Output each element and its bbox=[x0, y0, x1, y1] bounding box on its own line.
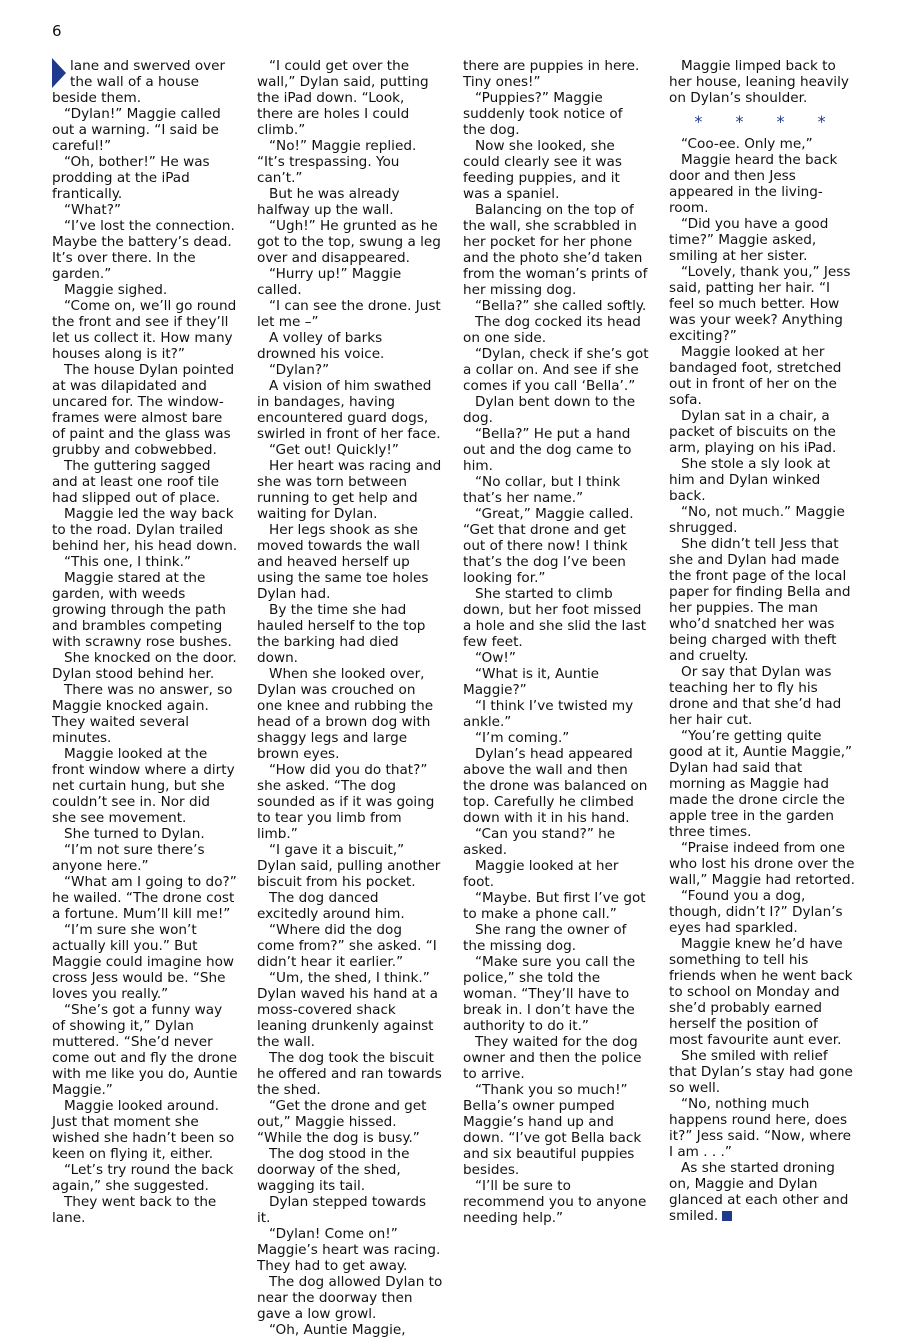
paragraph-text: “Coo-ee. Only me,” bbox=[681, 136, 813, 152]
paragraph bbox=[257, 218, 443, 266]
paragraph bbox=[463, 202, 649, 298]
paragraph bbox=[463, 58, 649, 90]
paragraph-text: “Puppies?” Maggie suddenly took notice of the dog. bbox=[463, 90, 623, 138]
paragraph bbox=[52, 922, 238, 1002]
paragraph-text: She rang the owner of the missing dog. bbox=[463, 922, 627, 954]
paragraph-text: “Dylan! Come on!” Maggie’s heart was racing. They had to get away. bbox=[257, 1226, 441, 1274]
paragraph-text: Maggie sighed. bbox=[64, 282, 168, 298]
paragraph-text: “Ugh!” He grunted as he got to the top, swung a leg over and disappeared. bbox=[257, 218, 441, 266]
paragraph bbox=[257, 1194, 443, 1226]
paragraph-text: “Can you stand?” he asked. bbox=[463, 826, 616, 858]
paragraph-text: By the time she had hauled herself to the top the barking had died down. bbox=[257, 602, 426, 666]
paragraph bbox=[463, 90, 649, 138]
paragraph bbox=[52, 746, 238, 826]
paragraph bbox=[463, 314, 649, 346]
paragraph-text: Maggie looked at her foot. bbox=[463, 858, 619, 890]
paragraph bbox=[257, 762, 443, 842]
paragraph-text: Or say that Dylan was teaching her to fly his drone and that she’d had her hair cut. bbox=[669, 664, 842, 728]
paragraph bbox=[669, 216, 855, 264]
paragraph-text: “Hurry up!” Maggie called. bbox=[257, 266, 402, 298]
paragraph-text: But he was already halfway up the wall. bbox=[257, 186, 400, 218]
paragraph bbox=[669, 264, 855, 344]
paragraph bbox=[669, 1096, 855, 1160]
paragraph-text: “I think I’ve twisted my ankle.” bbox=[463, 698, 634, 730]
paragraph-text: There was no answer, so Maggie knocked again. They waited several minutes. bbox=[52, 682, 233, 746]
paragraph-text: Her heart was racing and she was torn between running to get help and waiting for Dylan. bbox=[257, 458, 442, 522]
paragraph bbox=[463, 586, 649, 650]
paragraph bbox=[257, 266, 443, 298]
paragraph-text: “What?” bbox=[64, 202, 122, 218]
paragraph-text: The dog danced excitedly around him. bbox=[257, 890, 405, 922]
paragraph bbox=[52, 570, 238, 650]
paragraph-text: She started to climb down, but her foot missed a hole and she slid the last few feet. bbox=[463, 586, 647, 650]
paragraph-text: “What am I going to do?” he wailed. “The drone cost a fortune. Mum’ll kill me!” bbox=[52, 874, 237, 922]
paragraph bbox=[52, 362, 238, 458]
paragraph bbox=[257, 378, 443, 442]
paragraph bbox=[52, 58, 238, 106]
paragraph bbox=[257, 58, 443, 138]
paragraph bbox=[257, 666, 443, 762]
paragraph-text: As she started droning on, Maggie and Dylan glanced at each other and smiled. bbox=[669, 1160, 849, 1224]
paragraph bbox=[463, 858, 649, 890]
paragraph-text: “Lovely, thank you,” Jess said, patting her hair. “I feel so much better. How was your week? Anything exciting?” bbox=[669, 264, 851, 344]
paragraph-text: Maggie looked at her bandaged foot, stretched out in front of her on the sofa. bbox=[669, 344, 842, 408]
paragraph-text: “Bella?” He put a hand out and the dog came to him. bbox=[463, 426, 632, 474]
paragraph bbox=[463, 426, 649, 474]
paragraph-text: Maggie knew he’d have something to tell his friends when he went back to school on Monday and she’d probably earned herself the position of most favourite aunt ever. bbox=[669, 936, 853, 1048]
paragraph-text: The dog cocked its head on one side. bbox=[463, 314, 641, 346]
paragraph bbox=[257, 1146, 443, 1194]
paragraph-text: “She’s got a funny way of showing it,” Dylan muttered. “She’d never come out and fly the drone with me like you do, Auntie Maggie.” bbox=[52, 1002, 238, 1098]
paragraph bbox=[257, 522, 443, 602]
paragraph bbox=[463, 826, 649, 858]
paragraph-text: Maggie led the way back to the road. Dylan trailed behind her, his head down. bbox=[52, 506, 238, 554]
paragraph bbox=[463, 474, 649, 506]
paragraph-text: Maggie heard the back door and then Jess appeared in the living-room. bbox=[669, 152, 838, 216]
paragraph-text: there are puppies in here. Tiny ones!” bbox=[463, 58, 640, 90]
paragraph bbox=[52, 650, 238, 682]
paragraph-text: “I’m coming.” bbox=[475, 730, 570, 746]
paragraph bbox=[52, 1098, 238, 1162]
paragraph-text: “I’ll be sure to recommend you to anyone needing help.” bbox=[463, 1178, 647, 1226]
paragraph-text: “Did you have a good time?” Maggie asked, smiling at her sister. bbox=[669, 216, 829, 264]
paragraph bbox=[669, 408, 855, 456]
paragraph-text: “I gave it a biscuit,” Dylan said, pulling another biscuit from his pocket. bbox=[257, 842, 441, 890]
paragraph bbox=[52, 1194, 238, 1226]
paragraph-text: Now she looked, she could clearly see it was feeding puppies, and it was a spaniel. bbox=[463, 138, 622, 202]
paragraph-text: Dylan’s head appeared above the wall and then the drone was balanced on top. Carefully he climbed down with it in his hand. bbox=[463, 746, 648, 826]
paragraph bbox=[463, 1034, 649, 1082]
paragraph-text: “No, not much.” Maggie shrugged. bbox=[669, 504, 845, 536]
paragraph-text: “Let’s try round the back again,” she suggested. bbox=[52, 1162, 234, 1194]
paragraph bbox=[463, 346, 649, 394]
paragraph-text: “Get the drone and get out,” Maggie hissed. “While the dog is busy.” bbox=[257, 1098, 427, 1146]
paragraph bbox=[52, 506, 238, 554]
paragraph-text: “No collar, but I think that’s her name.” bbox=[463, 474, 621, 506]
paragraph-text: The house Dylan pointed at was dilapidated and uncared for. The window-frames were almost bare of paint and the glass was grubby and cobwebbed. bbox=[52, 362, 235, 458]
paragraph-text: “I can see the drone. Just let me –” bbox=[257, 298, 441, 330]
paragraph bbox=[52, 874, 238, 922]
paragraph-text: “Um, the shed, I think.” Dylan waved his hand at a moss-covered shack leaning drunkenly against the wall. bbox=[257, 970, 438, 1050]
paragraph bbox=[257, 186, 443, 218]
paragraph bbox=[463, 394, 649, 426]
paragraph bbox=[52, 682, 238, 746]
paragraph bbox=[257, 138, 443, 186]
paragraph-text: The guttering sagged and at least one roof tile had slipped out of place. bbox=[52, 458, 221, 506]
paragraph bbox=[52, 458, 238, 506]
paragraph bbox=[52, 826, 238, 842]
paragraph bbox=[463, 666, 649, 698]
paragraph bbox=[257, 842, 443, 890]
paragraph bbox=[257, 1098, 443, 1146]
paragraph-text: Dylan bent down to the dog. bbox=[463, 394, 636, 426]
text-column-1 bbox=[52, 58, 238, 1226]
paragraph bbox=[463, 138, 649, 202]
paragraph-text: “How did you do that?” she asked. “The dog sounded as if it was going to tear you limb from limb.” bbox=[257, 762, 435, 842]
paragraph-text: “Great,” Maggie called. “Get that drone and get out of there now! I think that’s the dog I’ve been looking for.” bbox=[463, 506, 634, 586]
paragraph bbox=[669, 344, 855, 408]
paragraph bbox=[463, 298, 649, 314]
paragraph-text: “Get out! Quickly!” bbox=[269, 442, 399, 458]
section-break-stars: * * * * bbox=[694, 112, 840, 131]
paragraph-text: “Dylan, check if she’s got a collar on. And see if she comes if you call ‘Bella’.” bbox=[463, 346, 649, 394]
paragraph bbox=[463, 954, 649, 1034]
paragraph-text: The dog allowed Dylan to near the doorway then gave a low growl. bbox=[257, 1274, 443, 1322]
paragraph-text: “Found you a dog, though, didn’t I?” Dylan’s eyes had sparkled. bbox=[669, 888, 843, 936]
paragraph bbox=[669, 152, 855, 216]
paragraph bbox=[52, 154, 238, 202]
paragraph-text: Maggie stared at the garden, with weeds growing through the path and brambles competing with scrawny rose bushes. bbox=[52, 570, 232, 650]
end-of-story-square-icon bbox=[722, 1211, 732, 1221]
column-4-after-break bbox=[669, 136, 855, 1224]
page-number: 6 bbox=[52, 22, 62, 40]
paragraph-text: “Thank you so much!” Bella’s owner pumped Maggie’s hand up and down. “I’ve got Bella back and six beautiful puppies besides. bbox=[463, 1082, 642, 1178]
column-4-before-break bbox=[669, 58, 855, 106]
paragraph-text: “Ow!” bbox=[475, 650, 516, 666]
paragraph-text: “I’m sure she won’t actually kill you.” But Maggie could imagine how cross Jess would be. “She loves you really.” bbox=[52, 922, 235, 1002]
text-column-2 bbox=[257, 58, 443, 1338]
paragraph-text: Dylan sat in a chair, a packet of biscuits on the arm, playing on his iPad. bbox=[669, 408, 837, 456]
paragraph-text: The dog stood in the doorway of the shed, wagging its tail. bbox=[257, 1146, 410, 1194]
paragraph-text: She turned to Dylan. bbox=[64, 826, 205, 842]
paragraph-text: She didn’t tell Jess that she and Dylan had made the front page of the local paper for finding Bella and her puppies. The man who’d snatched her was being charged with theft and cruelty. bbox=[669, 536, 851, 664]
paragraph-text: Maggie looked at the front window where a dirty net curtain hung, but she couldn’t see in. Nor did she see movement. bbox=[52, 746, 235, 826]
paragraph-text: They waited for the dog owner and then the police to arrive. bbox=[463, 1034, 642, 1082]
paragraph bbox=[669, 1048, 855, 1096]
paragraph-text: Her legs shook as she moved towards the wall and heaved herself up using the same toe holes Dylan had. bbox=[257, 522, 429, 602]
paragraph bbox=[52, 842, 238, 874]
paragraph bbox=[52, 298, 238, 362]
paragraph-text: “Make sure you call the police,” she told the woman. “They’ll have to break in. I don’t have the authority to do it.” bbox=[463, 954, 636, 1034]
paragraph-text: She smiled with relief that Dylan’s stay had gone so well. bbox=[669, 1048, 853, 1096]
paragraph bbox=[669, 888, 855, 936]
paragraph bbox=[257, 602, 443, 666]
paragraph-text: “No!” Maggie replied. “It’s trespassing. You can’t.” bbox=[257, 138, 417, 186]
paragraph bbox=[463, 506, 649, 586]
paragraph-text: “Bella?” she called softly. bbox=[475, 298, 647, 314]
text-column-3 bbox=[463, 58, 649, 1226]
paragraph-text: “Dylan!” Maggie called out a warning. “I said be careful!” bbox=[52, 106, 221, 154]
paragraph bbox=[669, 536, 855, 664]
paragraph-text: “What is it, Auntie Maggie?” bbox=[463, 666, 600, 698]
paragraph bbox=[463, 922, 649, 954]
paragraph-text: Maggie limped back to her house, leaning heavily on Dylan’s shoulder. bbox=[669, 58, 849, 106]
paragraph bbox=[463, 730, 649, 746]
paragraph-text: “Maybe. But first I’ve got to make a phone call.” bbox=[463, 890, 646, 922]
text-column-4 bbox=[669, 58, 855, 1224]
paragraph bbox=[257, 362, 443, 378]
paragraph bbox=[52, 282, 238, 298]
paragraph bbox=[463, 890, 649, 922]
paragraph bbox=[52, 202, 238, 218]
paragraph bbox=[669, 664, 855, 728]
paragraph-text: “Dylan?” bbox=[269, 362, 330, 378]
paragraph bbox=[669, 504, 855, 536]
paragraph-text: When she looked over, Dylan was crouched on one knee and rubbing the head of a brown dog with shaggy legs and large brown eyes. bbox=[257, 666, 434, 762]
paragraph bbox=[463, 650, 649, 666]
paragraph-text: “This one, I think.” bbox=[64, 554, 191, 570]
paragraph bbox=[257, 1322, 443, 1338]
paragraph bbox=[669, 936, 855, 1048]
paragraph bbox=[463, 1178, 649, 1226]
paragraph-text: Dylan stepped towards it. bbox=[257, 1194, 427, 1226]
paragraph bbox=[257, 442, 443, 458]
paragraph bbox=[463, 698, 649, 730]
paragraph bbox=[257, 1274, 443, 1322]
paragraph bbox=[257, 970, 443, 1050]
paragraph bbox=[257, 1050, 443, 1098]
paragraph bbox=[257, 298, 443, 330]
paragraph-text: They went back to the lane. bbox=[52, 1194, 217, 1226]
paragraph bbox=[669, 136, 855, 152]
paragraph bbox=[669, 728, 855, 840]
paragraph-text: A vision of him swathed in bandages, having encountered guard dogs, swirled in front of her face. bbox=[257, 378, 441, 442]
paragraph-text: A volley of barks drowned his voice. bbox=[257, 330, 385, 362]
paragraph bbox=[463, 1082, 649, 1178]
paragraph-text: “Oh, Auntie Maggie, bbox=[269, 1322, 406, 1338]
paragraph bbox=[52, 106, 238, 154]
paragraph-text: “Where did the dog come from?” she asked. “I didn’t hear it earlier.” bbox=[257, 922, 437, 970]
paragraph bbox=[669, 1160, 855, 1224]
paragraph bbox=[257, 1226, 443, 1274]
section-start-arrow-icon bbox=[52, 58, 66, 88]
paragraph bbox=[52, 218, 238, 282]
paragraph-text: She stole a sly look at him and Dylan winked back. bbox=[669, 456, 831, 504]
paragraph bbox=[669, 456, 855, 504]
paragraph bbox=[669, 840, 855, 888]
paragraph-text: She knocked on the door. Dylan stood behind her. bbox=[52, 650, 237, 682]
paragraph-text: “I’m not sure there’s anyone here.” bbox=[52, 842, 205, 874]
paragraph-text: “Come on, we’ll go round the front and see if they’ll let us collect it. How many houses along is it?” bbox=[52, 298, 237, 362]
paragraph-text: Maggie looked around. Just that moment she wished she hadn’t been so keen on flying it, either. bbox=[52, 1098, 235, 1162]
paragraph bbox=[52, 1002, 238, 1098]
paragraph bbox=[669, 58, 855, 106]
paragraph-text: Balancing on the top of the wall, she scrabbled in her pocket for her phone and the photo she’d taken from the woman’s prints of her missing dog. bbox=[463, 202, 648, 298]
paragraph bbox=[52, 1162, 238, 1194]
paragraph bbox=[257, 330, 443, 362]
paragraph bbox=[52, 554, 238, 570]
paragraph-text: lane and swerved over the wall of a house beside them. bbox=[52, 58, 226, 106]
paragraph-text: “Praise indeed from one who lost his drone over the wall,” Maggie had retorted. bbox=[669, 840, 855, 888]
paragraph-text: The dog took the biscuit he offered and ran towards the shed. bbox=[257, 1050, 442, 1098]
paragraph bbox=[257, 458, 443, 522]
paragraph-text: “No, nothing much happens round here, does it?” Jess said. “Now, where I am . . .” bbox=[669, 1096, 852, 1160]
paragraph-text: “Oh, bother!” He was prodding at the iPad frantically. bbox=[52, 154, 210, 202]
paragraph-text: “I’ve lost the connection. Maybe the battery’s dead. It’s over there. In the garden.” bbox=[52, 218, 235, 282]
paragraph bbox=[257, 890, 443, 922]
paragraph bbox=[257, 922, 443, 970]
paragraph-text: “I could get over the wall,” Dylan said, putting the iPad down. “Look, there are holes I could climb.” bbox=[257, 58, 429, 138]
paragraph-text: “You’re getting quite good at it, Auntie Maggie,” Dylan had said that morning as Maggie had made the drone circle the apple tree in the garden three times. bbox=[669, 728, 853, 840]
paragraph bbox=[463, 746, 649, 826]
